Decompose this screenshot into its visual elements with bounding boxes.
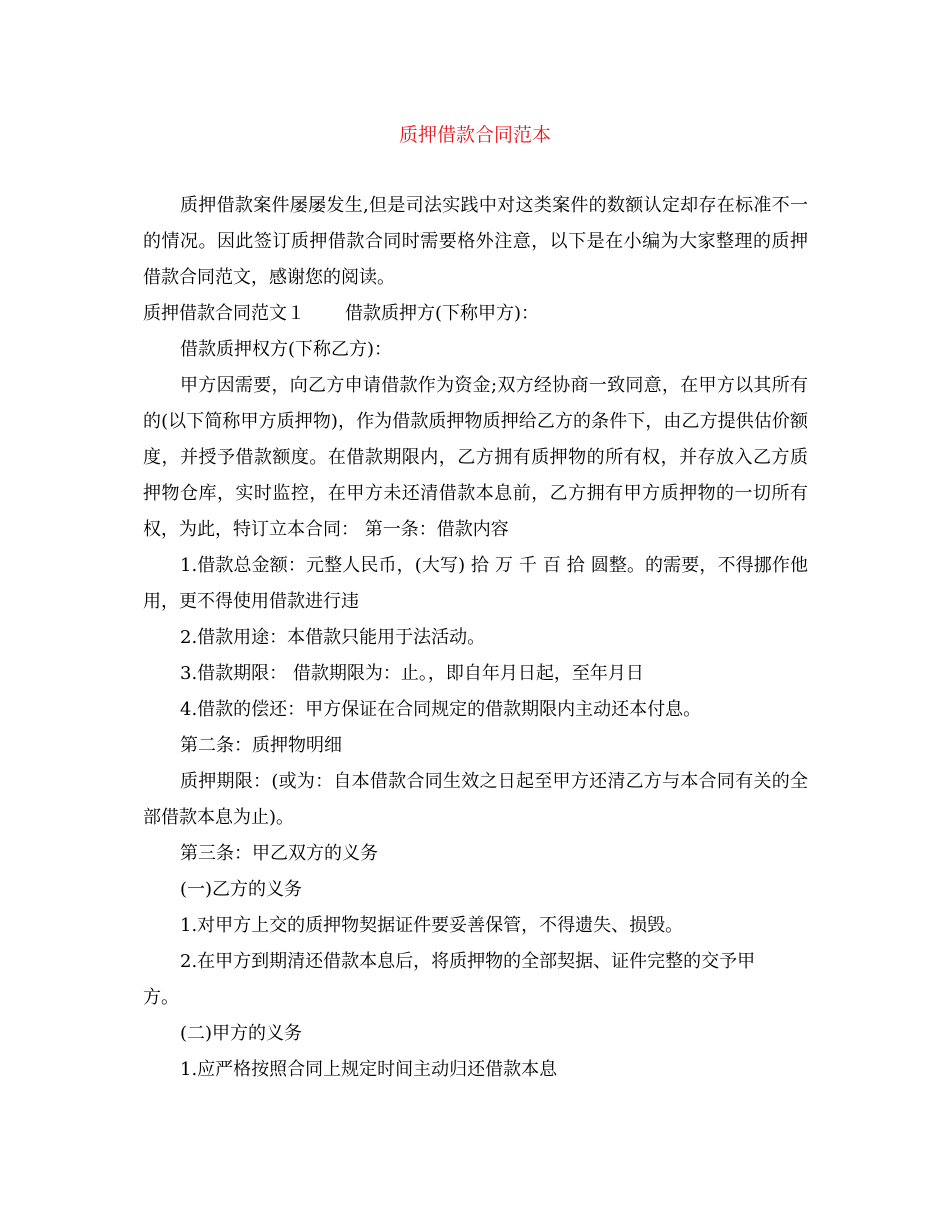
article1-item2: 2.借款用途：本借款只能用于法活动。 xyxy=(180,627,486,648)
party-a-obligations-heading: (二)甲方的义务 xyxy=(180,1023,303,1044)
article2-heading: 第二条：质押物明细 xyxy=(180,735,342,756)
party-a-definition: 借款质押方(下称甲方)： xyxy=(345,303,540,324)
article1-item3: 3.借款期限： 借款期限为：止。，即自年月日起，至年月日 xyxy=(180,663,644,684)
article3-heading: 第三条：甲乙双方的义务 xyxy=(180,843,378,864)
party-b-definition: 借款质押权方(下称乙方)： xyxy=(180,339,393,360)
party-b-obligation-2-line1: 2.在甲方到期清还借款本息后，将质押物的全部契据、证件完整的交予甲 xyxy=(180,951,756,972)
party-b-obligations-heading: (一)乙方的义务 xyxy=(180,879,303,900)
document-title: 质押借款合同范本 xyxy=(398,124,551,146)
intro-paragraph: 质押借款案件屡屡发生,但是司法实践中对这类案件的数额认定却存在标准不一的情况。因此签订质押借款合同时需要格外注意，以下是在小编为大家整理的质押借款合同范文，感谢您的阅读。 xyxy=(143,195,808,288)
article2-term: 质押期限：(或为：自本借款合同生效之日起至甲方还清乙方与本合同有关的全部借款本息为止)。 xyxy=(143,771,808,828)
party-a-obligation-1: 1.应严格按照合同上规定时间主动归还借款本息 xyxy=(180,1059,558,1080)
contract-heading-line xyxy=(143,296,808,332)
document-body xyxy=(143,188,808,1088)
contract-sample-label: 质押借款合同范文１ xyxy=(143,303,305,324)
party-b-obligation-1: 1.对甲方上交的质押物契据证件要妥善保管，不得遗失、损毁。 xyxy=(180,915,684,936)
article1-item1: 1.借款总金额：元整人民币，(大写) 拾 万 千 百 拾 圆整。的需要，不得挪作他用，更不得使用借款进行违 xyxy=(143,555,808,612)
preamble-paragraph: 甲方因需要，向乙方申请借款作为资金;双方经协商一致同意，在甲方以其所有的(以下简称甲方质押物)，作为借款质押物质押给乙方的条件下，由乙方提供估价额度，并授予借款额度。在借款期限内，乙方拥有质押物的所有权，并存放入乙方质押物仓库，实时监控，在甲方未还清借款本息前，乙方拥有甲方质押物的一切所有权，为此，特订立本合同： 第一条：借款内容 xyxy=(143,375,808,540)
party-b-obligation-2-line2: 方。 xyxy=(143,987,179,1008)
article1-item4: 4.借款的偿还：甲方保证在合同规定的借款期限内主动还本付息。 xyxy=(180,699,702,720)
